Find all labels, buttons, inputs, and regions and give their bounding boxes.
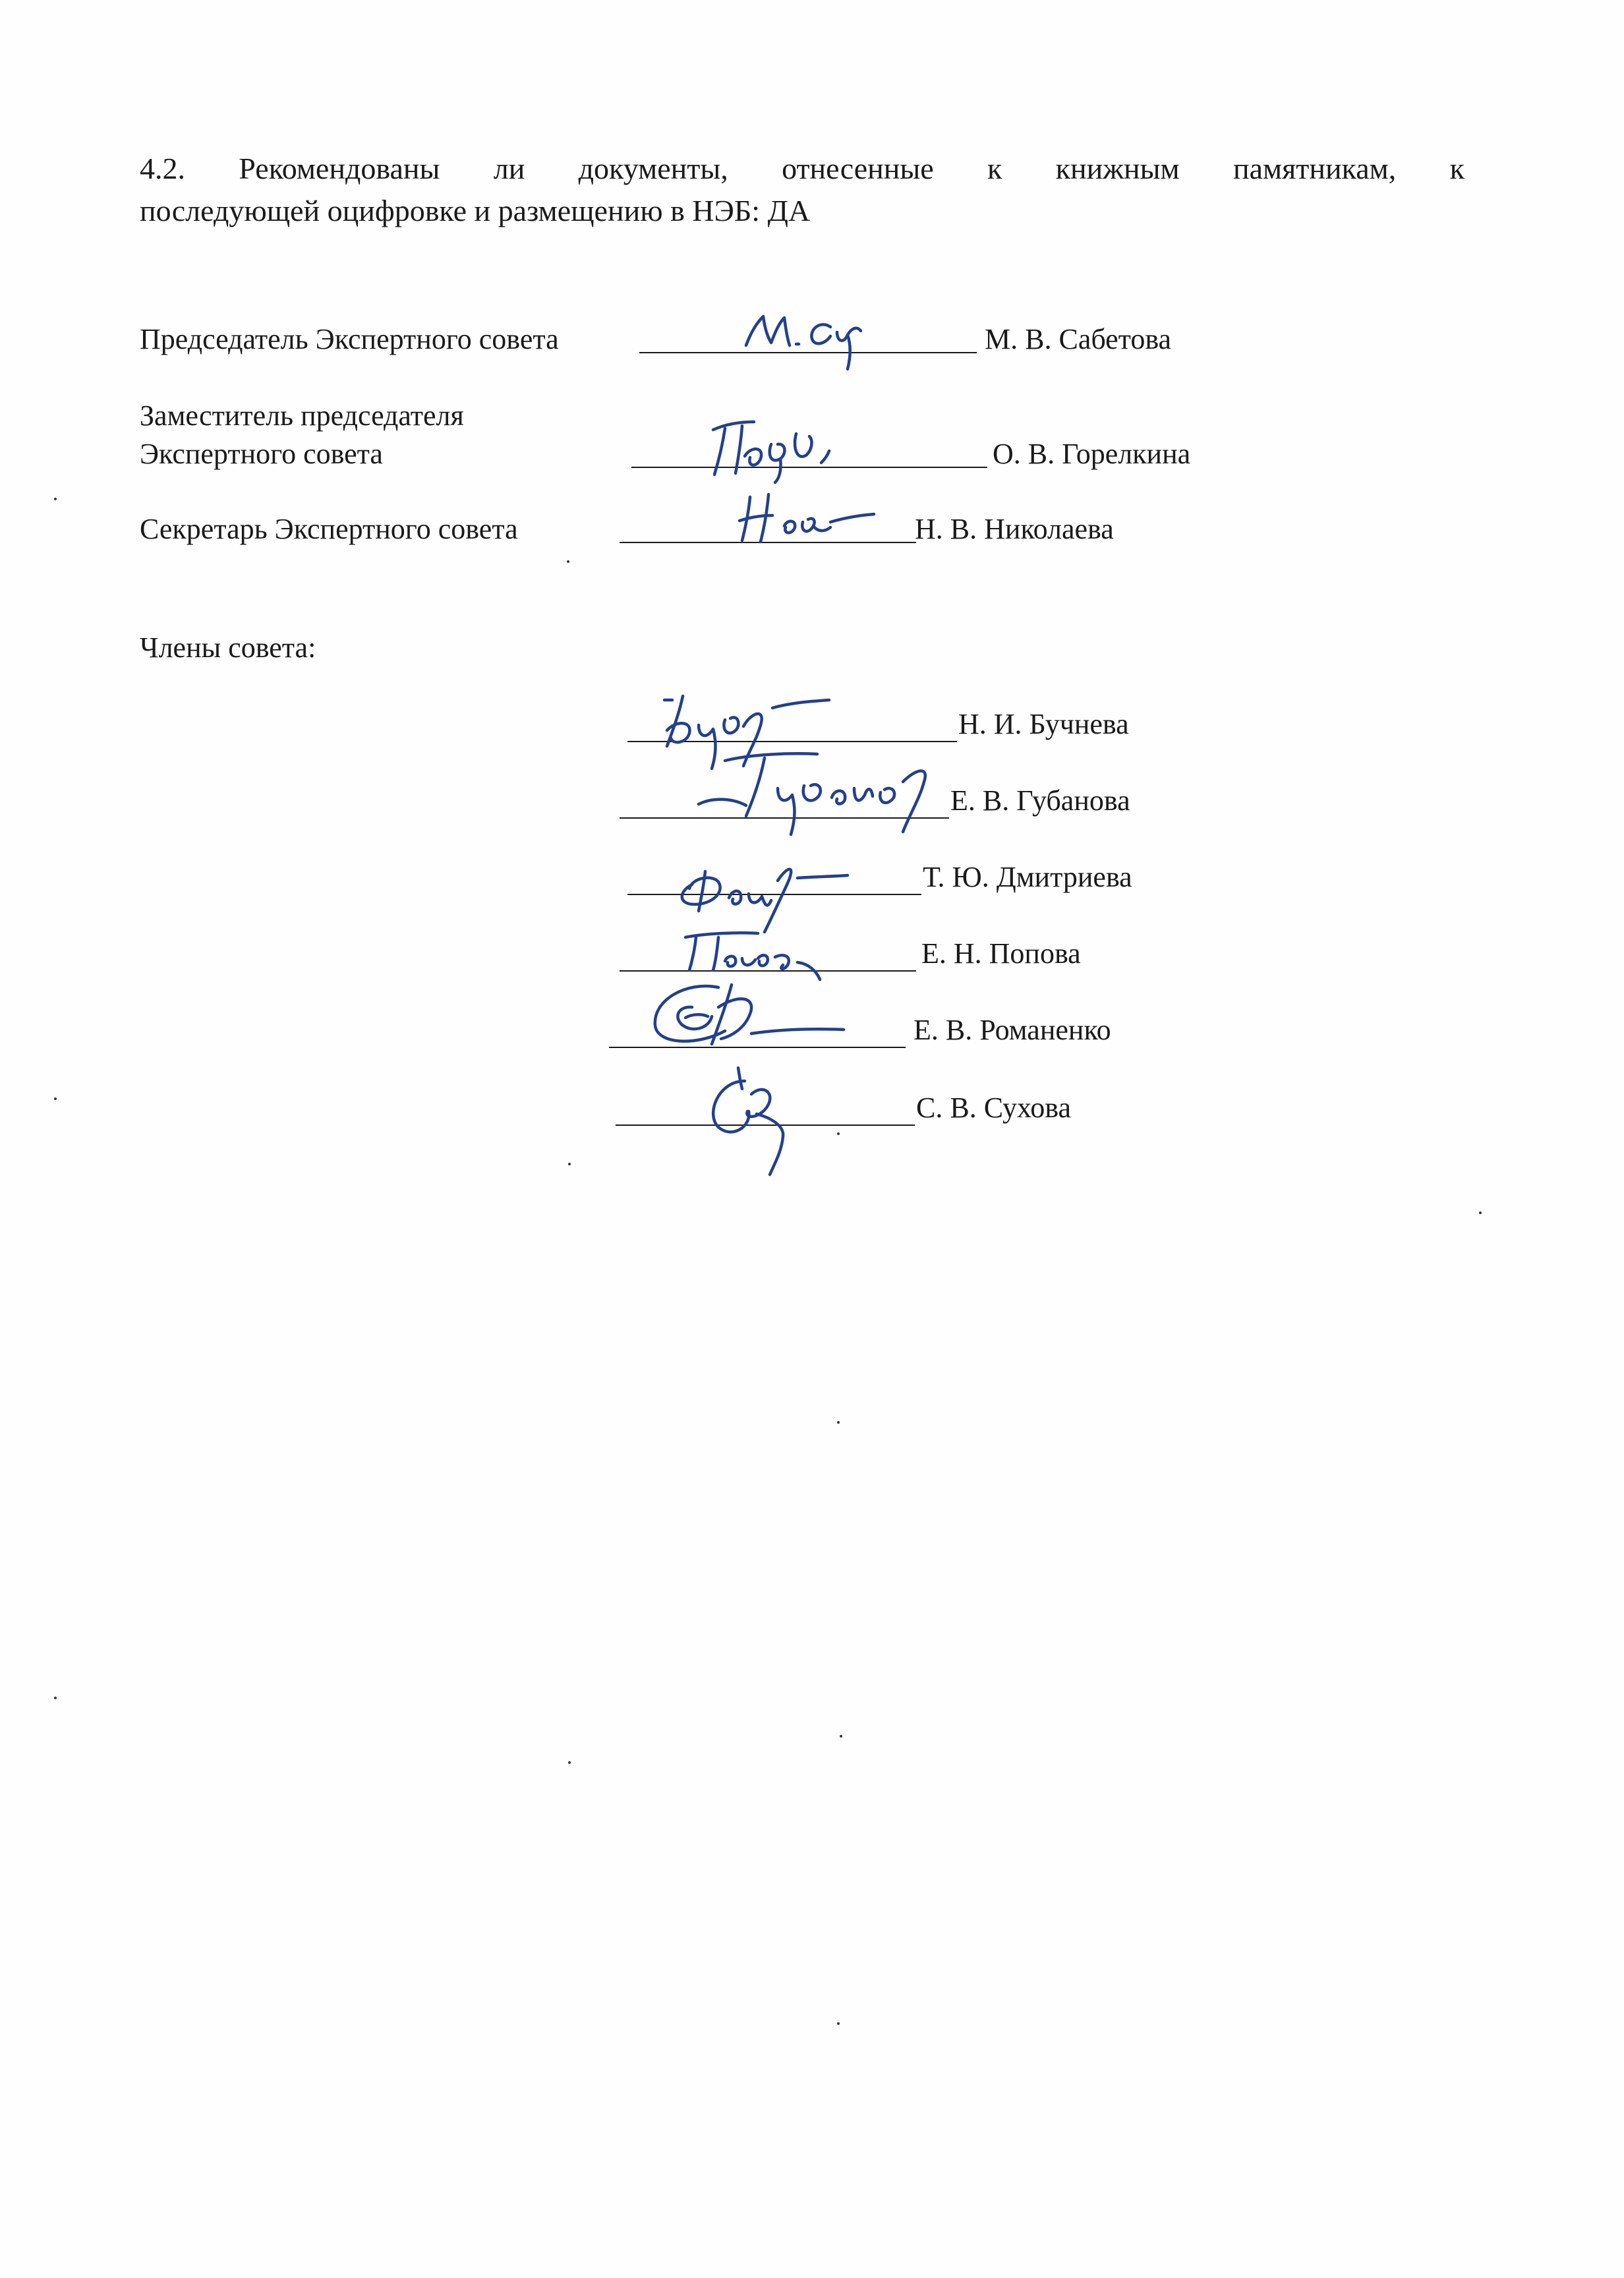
scan-speck (1479, 1212, 1482, 1214)
paragraph-line-1 (140, 148, 1464, 190)
secretary-signature (732, 485, 890, 558)
scan-speck (568, 1163, 571, 1165)
paragraph-word: документы, (578, 152, 728, 185)
scan-speck (54, 1097, 57, 1100)
member-name: Е. В. Губанова (950, 784, 1130, 817)
deputy-name: О. В. Горелкина (993, 438, 1191, 470)
paragraph-line-2: последующей оцифровке и размещению в НЭБ: ДА (140, 194, 811, 227)
secretary-name: Н. В. Николаева (915, 513, 1114, 545)
paragraph-word: ли (493, 152, 525, 185)
paragraph-word: к (1449, 152, 1464, 185)
scan-speck (837, 2022, 840, 2025)
scan-speck (567, 560, 569, 563)
paragraph-word: Рекомендованы (239, 152, 440, 185)
paragraph-word: отнесенные (782, 152, 934, 185)
scan-speck (837, 1132, 840, 1135)
chair-signature (738, 305, 883, 377)
paragraph-word: 4.2. (140, 152, 185, 185)
scan-speck (568, 1761, 571, 1764)
secretary-title: Секретарь Экспертного совета (140, 513, 518, 545)
deputy-title-line-1: Заместитель председателя (140, 399, 464, 432)
deputy-title-line-2: Экспертного совета (140, 438, 383, 470)
members-heading: Члены совета: (140, 631, 316, 664)
member-name: С. В. Сухова (916, 1092, 1071, 1124)
member-signature-romanenko (639, 968, 857, 1053)
paragraph-word: памятникам, (1232, 152, 1397, 185)
deputy-signature (699, 407, 857, 486)
paragraph-word: к (987, 152, 1002, 185)
member-name: Н. И. Бучнева (958, 708, 1129, 740)
chair-title: Председатель Экспертного совета (140, 323, 559, 355)
paragraph-word: книжным (1055, 152, 1180, 185)
scan-speck (54, 498, 57, 500)
member-name: Т. Ю. Дмитриева (923, 861, 1132, 893)
recommendation-paragraph (140, 148, 1464, 232)
member-name: Е. Н. Попова (921, 937, 1081, 970)
scan-speck (54, 1697, 57, 1699)
scan-speck (837, 1421, 840, 1424)
member-name: Е. В. Романенко (914, 1014, 1111, 1046)
member-signature-gubanova (685, 742, 962, 841)
member-signature-sukhova (692, 1055, 817, 1180)
chair-name: М. В. Сабетова (985, 323, 1172, 355)
scan-speck (840, 1735, 842, 1738)
